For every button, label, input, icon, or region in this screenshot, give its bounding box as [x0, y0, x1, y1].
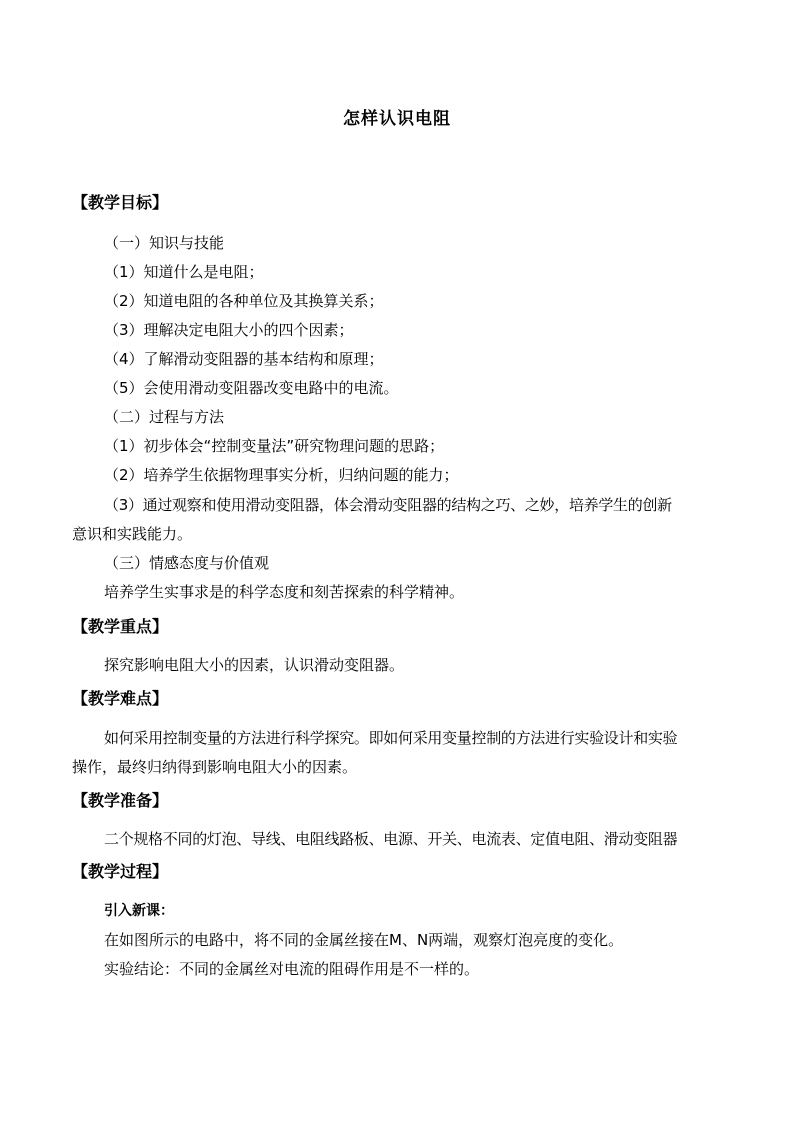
objective-line: （三）情感态度与价值观	[104, 554, 270, 572]
section-heading-difficulties: 【教学难点】	[72, 689, 169, 708]
objective-line: （一）知识与技能	[104, 234, 225, 252]
section-heading-preparation: 【教学准备】	[72, 791, 169, 810]
objective-line: 培养学生实事求是的科学态度和刻苦探索的科学精神。	[104, 583, 465, 601]
objective-line: （3）理解决定电阻大小的四个因素；	[104, 321, 354, 339]
process-line: 在如图所示的电路中，将不同的金属丝接在M、N两端，观察灯泡亮度的变化。	[104, 931, 624, 949]
section-heading-process: 【教学过程】	[72, 862, 169, 881]
objective-line: （3）通过观察和使用滑动变阻器，体会滑动变阻器的结构之巧、之妙，培养学生的创新	[104, 496, 672, 514]
process-subheading: 引入新课：	[104, 903, 174, 919]
objective-line: （5）会使用滑动变阻器改变电路中的电流。	[104, 379, 399, 397]
preparation-line: 二个规格不同的灯泡、导线、电阻线路板、电源、开关、电流表、定值电阻、滑动变阻器	[104, 830, 678, 848]
key-point-line: 探究影响电阻大小的因素，认识滑动变阻器。	[104, 656, 405, 674]
objective-line: 意识和实践能力。	[72, 525, 193, 543]
document-title: 怎样认识电阻	[343, 109, 451, 129]
section-heading-key-points: 【教学重点】	[72, 617, 169, 636]
objective-line: （1）知道什么是电阻；	[104, 263, 264, 281]
objective-line: （1）初步体会“控制变量法”研究物理问题的思路；	[104, 437, 445, 455]
process-line: 实验结论：不同的金属丝对电流的阻碍作用是不一样的。	[104, 960, 480, 978]
objective-line: （2）知道电阻的各种单位及其换算关系；	[104, 292, 384, 310]
section-heading-objectives: 【教学目标】	[72, 193, 169, 212]
objective-line: （2）培养学生依据物理事实分析，归纳问题的能力；	[104, 466, 459, 484]
objective-line: （二）过程与方法	[104, 408, 225, 426]
difficulty-line: 操作，最终归纳得到影响电阻大小的因素。	[72, 758, 358, 776]
objective-line: （4）了解滑动变阻器的基本结构和原理；	[104, 350, 384, 368]
difficulty-line: 如何采用控制变量的方法进行科学探究。即如何采用变量控制的方法进行实验设计和实验	[104, 729, 678, 747]
